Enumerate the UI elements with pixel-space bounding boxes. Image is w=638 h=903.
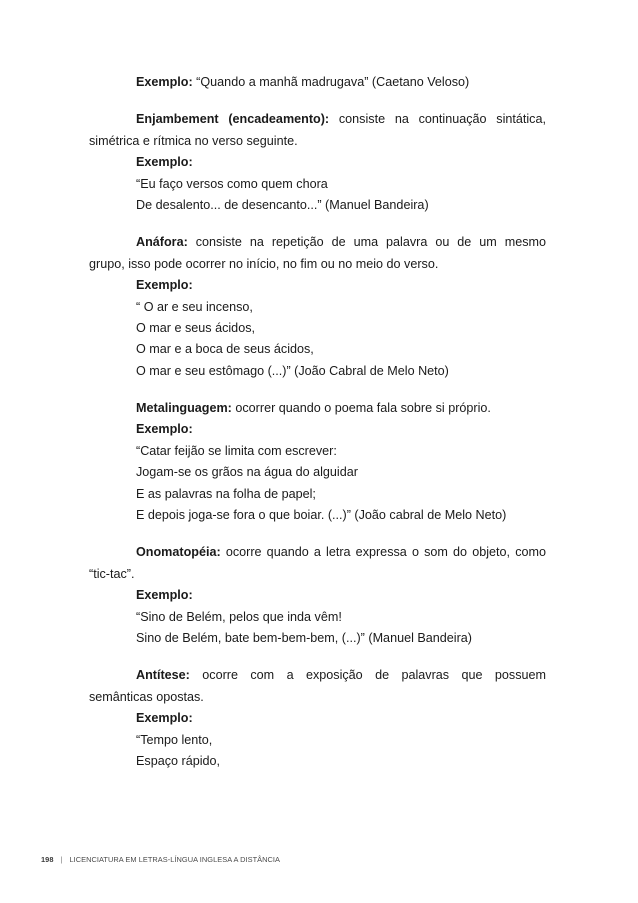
metalinguagem-label: Metalinguagem: [136, 401, 232, 416]
onomatopeia-definition-line [89, 542, 546, 563]
example-label: Exemplo: [136, 711, 193, 726]
quote-line: E depois joga-se fora o que boiar. (...)” (João cabral de Melo Neto) [136, 508, 507, 523]
antitese-definition-line [89, 665, 546, 686]
course-name: LICENCIATURA EM LETRAS-LÍNGUA INGLESA A DISTÂNCIA [69, 855, 281, 864]
quote-line: “Tempo lento, [136, 732, 213, 747]
quote-line: “ O ar e seu incenso, [136, 299, 253, 314]
anafora-label: Anáfora: [136, 235, 188, 250]
page-footer [41, 855, 280, 864]
quote-line: “Catar feijão se limita com escrever: [136, 443, 337, 458]
footer-separator: | [60, 855, 63, 864]
enjambement-label: Enjambement (encadeamento): [136, 112, 330, 127]
example-line [89, 72, 546, 93]
page-body [89, 72, 546, 772]
text-line: grupo, isso pode ocorrer no início, no fim ou no meio do verso. [89, 256, 439, 271]
metalinguagem-definition-line [89, 398, 546, 419]
text-line: “tic-tac”. [89, 566, 135, 581]
quote-line: “Eu faço versos como quem chora [136, 176, 328, 191]
enjambement-text: consiste na continuação sintática, [338, 112, 546, 127]
quote-line: Sino de Belém, bate bem-bem-bem, (...)” (Manuel Bandeira) [136, 630, 472, 645]
quote-line: “Sino de Belém, pelos que inda vêm! [136, 609, 342, 624]
antitese-label: Antítese: [136, 668, 190, 683]
quote-line: O mar e seu estômago (...)” (João Cabral de Melo Neto) [136, 363, 449, 378]
anafora-text: consiste na repetição de uma palavra ou de um mesmo [187, 235, 546, 250]
onomatopeia-label: Onomatopéia: [136, 545, 221, 560]
quote-line: O mar e a boca de seus ácidos, [136, 342, 314, 357]
example-label: Exemplo: [136, 75, 193, 89]
text-line: semânticas opostas. [89, 689, 204, 704]
quote-line: Espaço rápido, [136, 753, 221, 768]
text-line: simétrica e rítmica no verso seguinte. [89, 133, 298, 148]
antitese-text: ocorre com a exposição de palavras que possuem [189, 668, 546, 683]
quote-line: Jogam-se os grãos na água do alguidar [136, 465, 358, 480]
example-label: Exemplo: [136, 422, 193, 437]
onomatopeia-text: ocorre quando a letra expressa o som do objeto, como [220, 545, 546, 560]
quote-line: E as palavras na folha de papel; [136, 486, 316, 501]
anafora-definition-line [89, 232, 546, 253]
example-label: Exemplo: [136, 588, 193, 603]
page-number: 198 [41, 855, 54, 864]
example-label: Exemplo: [136, 155, 193, 170]
enjambement-definition-line [89, 109, 546, 130]
quote-line: O mar e seus ácidos, [136, 320, 255, 335]
metalinguagem-text: ocorrer quando o poema fala sobre si próprio. [231, 401, 491, 416]
example-text: “Quando a manhã madrugava” (Caetano Veloso) [192, 75, 470, 89]
example-label: Exemplo: [136, 278, 193, 293]
quote-line: De desalento... de desencanto...” (Manuel Bandeira) [136, 197, 429, 212]
